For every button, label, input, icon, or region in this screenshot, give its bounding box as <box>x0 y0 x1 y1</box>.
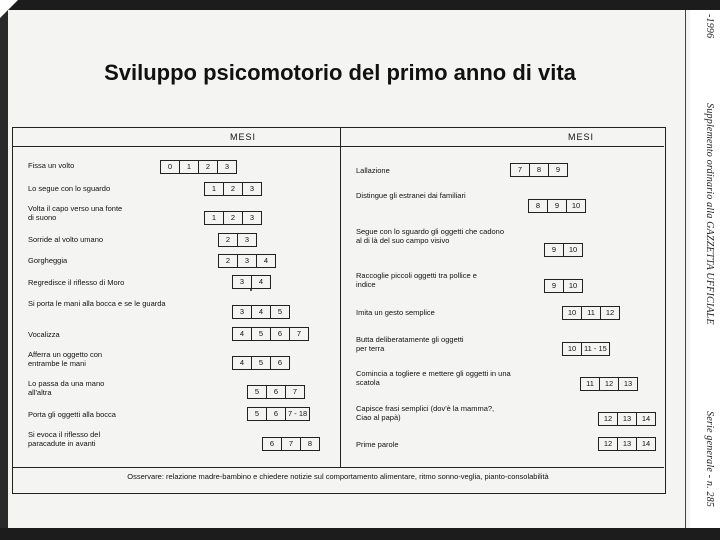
month-boxes <box>232 305 290 319</box>
month-cell: 6 <box>267 408 286 420</box>
month-cell: 3 <box>249 213 255 222</box>
milestone-label: Butta deliberatamente gli oggetti per terra <box>356 335 464 353</box>
milestone-label: Segue con lo sguardo gli oggetti che cadono al di là del suo campo visivo <box>356 227 505 245</box>
month-cell: 4 <box>233 357 252 369</box>
month-cell: 5 <box>252 328 271 340</box>
month-boxes <box>510 163 568 177</box>
month-cell: 7 <box>296 329 302 338</box>
month-cell: 7 <box>292 387 298 396</box>
ink-dot <box>250 289 252 291</box>
page-title: Sviluppo psicomotorio del primo anno di vita <box>104 60 576 85</box>
column-divider <box>340 127 341 467</box>
edge-gazette-text: Supplemento ordinario alla GAZZETTA UFFICIALE <box>704 103 715 325</box>
milestone-label: Lallazione <box>356 166 390 175</box>
header-rule <box>12 146 664 147</box>
month-cell: 2 <box>224 212 243 224</box>
milestone-label: Vocalizza <box>28 330 60 339</box>
month-cell: 9 <box>545 280 564 292</box>
month-cell: 14 <box>641 414 651 423</box>
month-cell: 12 <box>599 413 618 425</box>
month-cell: 8 <box>530 164 549 176</box>
month-cell: 6 <box>263 438 282 450</box>
month-boxes <box>580 377 638 391</box>
milestone-label: Afferra un oggetto con entrambe le mani <box>28 350 103 368</box>
month-cell: 11 <box>582 307 601 319</box>
month-cell: 3 <box>249 184 255 193</box>
month-cell: 2 <box>219 234 238 246</box>
month-cell: 3 <box>238 255 257 267</box>
month-boxes <box>218 233 257 247</box>
month-boxes <box>544 279 583 293</box>
month-boxes <box>562 342 610 356</box>
month-cell: 7 - 18 <box>288 409 308 418</box>
milestone-label: Raccoglie piccoli oggetti tra pollice e indice <box>356 271 477 289</box>
month-cell: 10 <box>568 245 578 254</box>
month-cell: 0 <box>161 161 180 173</box>
milestone-label: Porta gli oggetti alla bocca <box>28 410 116 419</box>
month-cell: 3 <box>233 276 252 288</box>
month-boxes <box>232 275 271 289</box>
month-boxes <box>562 306 620 320</box>
milestone-label: Capisce frasi semplici (dov'è la mamma?, Ciao al papà) <box>356 404 495 422</box>
month-cell: 10 <box>568 281 578 290</box>
month-cell: 4 <box>233 328 252 340</box>
month-cell: 10 <box>571 201 581 210</box>
page-edge-line <box>685 10 686 528</box>
milestone-label: Distingue gli estranei dai familiari <box>356 191 466 200</box>
month-cell: 3 <box>244 235 250 244</box>
milestone-label: Gorgheggia <box>28 256 68 265</box>
month-cell: 8 <box>307 439 313 448</box>
milestone-label: Si evoca il riflesso del paracadute in avanti <box>28 430 101 448</box>
milestone-label: Comincia a togliere e mettere gli oggetti in una scatola <box>356 369 511 387</box>
month-boxes <box>218 254 276 268</box>
month-cell: 10 <box>563 307 582 319</box>
month-boxes <box>204 211 262 225</box>
milestone-label: Fissa un volto <box>28 161 75 170</box>
edge-series: Serie generale - n. 285 <box>704 411 715 508</box>
month-cell: 5 <box>248 386 267 398</box>
milestone-label: Regredisce il riflesso di Moro <box>28 278 125 287</box>
month-cell: 1 <box>205 183 224 195</box>
month-boxes <box>232 327 309 341</box>
milestone-label: Imita un gesto semplice <box>356 308 435 317</box>
month-cell: 12 <box>599 438 618 450</box>
milestone-label: Si porta le mani alla bocca e se le guarda <box>28 299 166 308</box>
month-cell: 3 <box>233 306 252 318</box>
month-cell: 7 <box>282 438 301 450</box>
month-cell: 10 <box>563 343 582 355</box>
month-boxes <box>262 437 320 451</box>
month-cell: 13 <box>618 413 637 425</box>
month-boxes <box>528 199 586 213</box>
observation-note: Osservare: relazione madre-bambino e chiedere notizie sul comportamento alimentare, ritmo sonno-veglia, pianto-consolabilità <box>127 472 549 481</box>
month-boxes <box>247 407 310 421</box>
month-cell: 4 <box>258 277 264 286</box>
month-cell: 9 <box>555 165 561 174</box>
month-boxes <box>204 182 262 196</box>
month-cell: 11 - 15 <box>584 344 607 353</box>
left-months-header: MESI <box>230 132 257 142</box>
month-cell: 5 <box>252 357 271 369</box>
month-cell: 8 <box>529 200 548 212</box>
footer-rule <box>12 467 664 468</box>
month-cell: 14 <box>641 439 651 448</box>
month-cell: 5 <box>277 307 283 316</box>
month-cell: 13 <box>618 438 637 450</box>
month-boxes <box>232 356 290 370</box>
month-cell: 2 <box>219 255 238 267</box>
milestone-label: Prime parole <box>356 440 399 449</box>
month-cell: 4 <box>252 306 271 318</box>
milestone-label: Sorride al volto umano <box>28 235 104 244</box>
month-cell: 11 <box>581 378 600 390</box>
milestone-label: Lo passa da una mano all'altra <box>28 379 105 397</box>
milestone-label: Volta il capo verso una fonte di suono <box>28 204 123 222</box>
month-boxes <box>544 243 583 257</box>
month-cell: 1 <box>180 161 199 173</box>
month-cell: 2 <box>199 161 218 173</box>
month-cell: 7 <box>511 164 530 176</box>
month-cell: 9 <box>548 200 567 212</box>
month-cell: 4 <box>263 256 269 265</box>
month-cell: 12 <box>605 308 615 317</box>
month-boxes <box>598 412 656 426</box>
month-cell: 13 <box>623 379 633 388</box>
milestone-label: Lo segue con lo sguardo <box>28 184 111 193</box>
month-cell: 3 <box>224 162 230 171</box>
month-boxes <box>247 385 305 399</box>
month-cell: 6 <box>271 328 290 340</box>
month-cell: 2 <box>224 183 243 195</box>
month-boxes <box>598 437 656 451</box>
month-cell: 6 <box>267 386 286 398</box>
month-cell: 1 <box>205 212 224 224</box>
month-cell: 6 <box>277 358 283 367</box>
edge-year: -1996 <box>704 14 715 39</box>
month-cell: 9 <box>545 244 564 256</box>
gazette-edge-text <box>697 12 717 522</box>
right-months-header: MESI <box>568 132 595 142</box>
month-cell: 12 <box>600 378 619 390</box>
bottom-bar <box>0 528 720 540</box>
month-boxes <box>160 160 237 174</box>
month-cell: 5 <box>248 408 267 420</box>
